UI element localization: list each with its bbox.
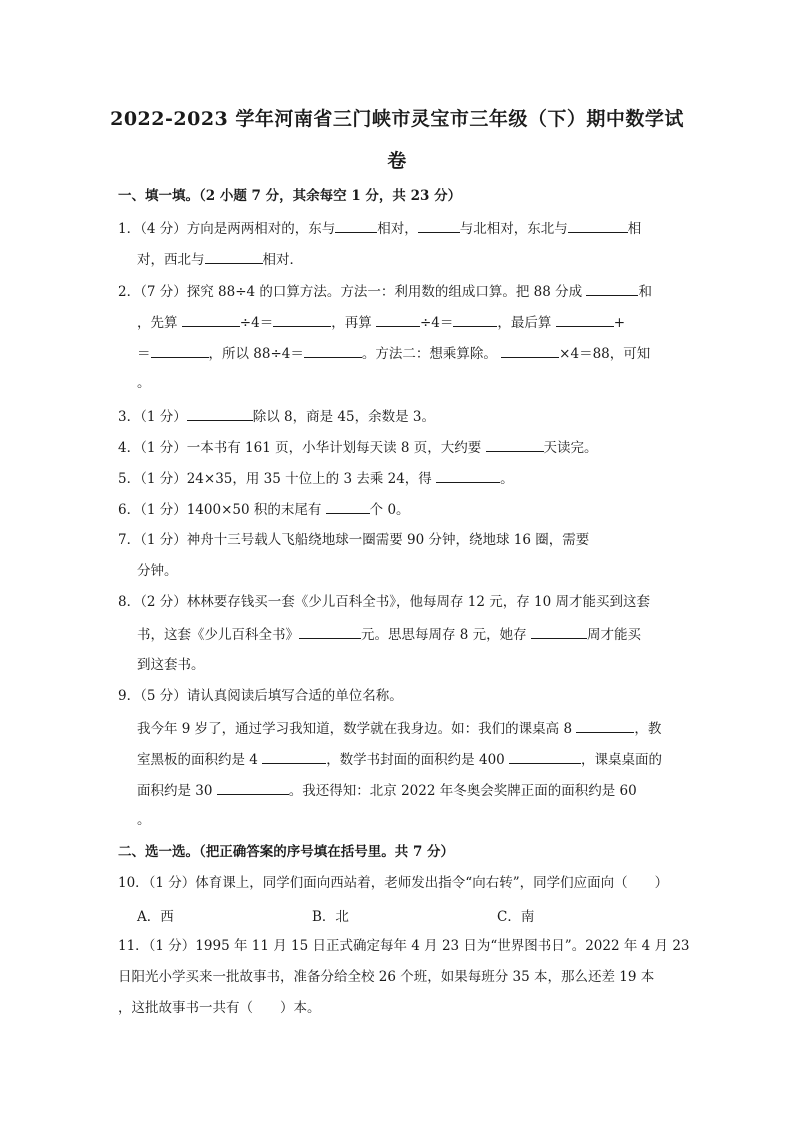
question-3: 3．（1 分） 除以 8，商是 45，余数是 3。 bbox=[118, 406, 698, 426]
question-7-line-1: 7．（1 分）神舟十三号载人飞船绕地球一圈需要 90 分钟，绕地球 16 圈，需要 bbox=[118, 532, 590, 548]
answer-blank[interactable] bbox=[568, 218, 628, 233]
question-2-line-3: ＝ ，所以 88÷4＝ 。方法二：想乘算除。 ×4＝88，可知 bbox=[137, 343, 717, 363]
question-9-line-4: 面积约是 30 。我还得知：北京 2022 年冬奥会奖牌正面的面积约是 60 bbox=[137, 780, 717, 800]
question-11-line-3: ，这批故事书一共有（ ）本。 bbox=[118, 1000, 321, 1016]
question-4: 4．（1 分）一本书有 161 页，小华计划每天读 8 页，大约要 天读完。 bbox=[118, 437, 698, 457]
answer-blank[interactable] bbox=[335, 218, 377, 233]
answer-blank[interactable] bbox=[262, 749, 326, 764]
question-11-line-1: 11．（1 分）1995 年 11 月 15 日正式确定每年 4 月 23 日为“世界图书日”。2022 年 4 月 23 bbox=[118, 938, 690, 954]
question-10-option-c[interactable]: C．南 bbox=[497, 909, 535, 925]
answer-blank[interactable] bbox=[299, 624, 361, 639]
answer-blank[interactable] bbox=[304, 343, 362, 358]
answer-blank[interactable] bbox=[486, 437, 544, 452]
question-1-line-1: 1．（4 分）方向是两两相对的，东与 相对， 与北相对，东北与 相 bbox=[118, 218, 698, 238]
question-2-line-2: ，先算 ÷4＝ ，再算 ÷4＝ ，最后算 + bbox=[137, 312, 717, 332]
section-1-heading: 一、填一填。（2 小题 7 分，其余每空 1 分，共 23 分） bbox=[118, 188, 462, 204]
question-9-line-5: 。 bbox=[137, 812, 151, 828]
answer-blank[interactable] bbox=[326, 499, 370, 514]
answer-blank[interactable] bbox=[182, 312, 240, 327]
answer-blank[interactable] bbox=[436, 468, 500, 483]
question-8-line-2: 书，这套《少儿百科全书》 元。思思每周存 8 元，她存 周才能买 bbox=[137, 624, 717, 644]
question-8-line-3: 到这套书。 bbox=[137, 657, 205, 673]
section-2-heading: 二、选一选。（把正确答案的序号填在括号里。共 7 分） bbox=[118, 844, 455, 860]
answer-blank[interactable] bbox=[501, 343, 559, 358]
answer-blank[interactable] bbox=[418, 218, 460, 233]
answer-blank[interactable] bbox=[205, 249, 263, 264]
answer-blank[interactable] bbox=[531, 624, 587, 639]
question-1-line-2: 对，西北与 相对． bbox=[137, 249, 717, 269]
answer-blank[interactable] bbox=[273, 312, 331, 327]
question-2-line-1: 2．（7 分）探究 88÷4 的口算方法。方法一：利用数的组成口算。把 88 分成 和 bbox=[118, 281, 698, 301]
answer-blank[interactable] bbox=[556, 312, 614, 327]
question-9-line-3: 室黑板的面积约是 4 ，数学书封面的面积约是 400 ，课桌桌面的 bbox=[137, 749, 717, 769]
question-10-option-a[interactable]: A．西 bbox=[137, 909, 174, 925]
question-10-stem: 10．（1 分）体育课上，同学们面向西站着，老师发出指令“向右转”，同学们应面向（ ） bbox=[118, 875, 669, 891]
question-6: 6．（1 分）1400×50 积的末尾有 个 0。 bbox=[118, 499, 698, 519]
answer-blank[interactable] bbox=[509, 749, 581, 764]
exam-title-line-2: 卷 bbox=[387, 150, 407, 172]
question-7-line-2: 分钟。 bbox=[137, 563, 178, 579]
question-9-line-2: 我今年 9 岁了，通过学习我知道，数学就在我身边。如：我们的课桌高 8 ，教 bbox=[137, 718, 717, 738]
answer-blank[interactable] bbox=[576, 718, 634, 733]
answer-blank[interactable] bbox=[586, 281, 638, 296]
answer-blank[interactable] bbox=[453, 312, 497, 327]
question-11-line-2: 日阳光小学买来一批故事书，准备分给全校 26 个班，如果每班分 35 本，那么还差 19 本 bbox=[118, 969, 655, 985]
question-9-line-1: 9．（5 分）请认真阅读后填写合适的单位名称。 bbox=[118, 688, 403, 704]
exam-title-line-1: 2022-2023 学年河南省三门峡市灵宝市三年级（下）期中数学试 bbox=[110, 108, 684, 130]
question-2-line-4: 。 bbox=[137, 375, 151, 391]
answer-blank[interactable] bbox=[376, 312, 420, 327]
answer-blank[interactable] bbox=[217, 780, 289, 795]
answer-blank[interactable] bbox=[151, 343, 209, 358]
answer-blank[interactable] bbox=[187, 406, 253, 421]
question-10-option-b[interactable]: B．北 bbox=[312, 909, 349, 925]
question-8-line-1: 8．（2 分）林林要存钱买一套《少儿百科全书》，他每周存 12 元，存 10 周才能买到这套 bbox=[118, 594, 650, 610]
question-5: 5．（1 分）24×35，用 35 十位上的 3 去乘 24，得 。 bbox=[118, 468, 698, 488]
